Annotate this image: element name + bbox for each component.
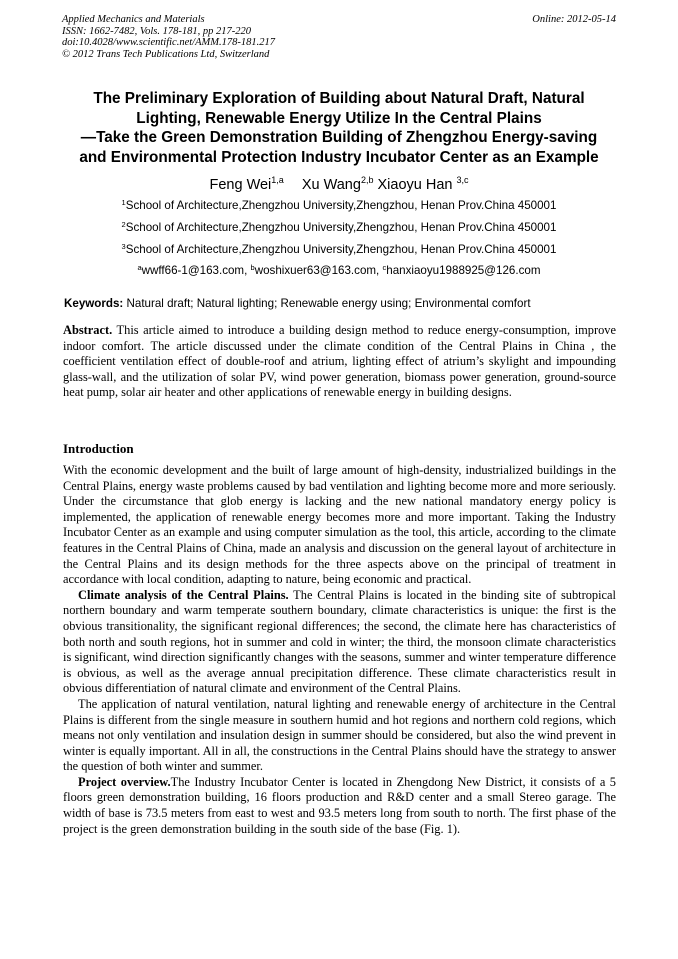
paragraph: The application of natural ventilation, natural lighting and renewable energy of architecture in the Central Plains is different from the single measure in southern humid and hot regions and northern cold regions, which means not only ventilation and insulation design in summer should be considered, but also the wind prevent in winter is equally important. All in all, the constructions in the Central Plains should have the strategy to answer the question of both winter and summer. [63, 696, 616, 774]
author-superscript: 2,b [360, 175, 374, 185]
journal-header [62, 14, 616, 60]
affiliation-2 [0, 221, 678, 235]
email-superscript: a [137, 263, 142, 272]
affiliation-superscript: 2 [121, 220, 126, 229]
paragraph-text: The Central Plains is located in the binding site of subtropical northern boundary and warm temperate southern boundary, climate characteristics is unique: the first is the obvious transitionality, the significant regional differences; the second, the climate here has characteristics of both north and south regions, hot in summer and cold in winter; the third, the monsoon climate characteristics is significant, wind direction significantly changes with the seasons, summer and winter temperature difference is obvious, as well as the average annual precipitation difference. These climate characteristics result in obvious differentiation of natural climate and environment of the Central Plains. [63, 587, 617, 696]
abstract-text: This article aimed to introduce a building design method to reduce energy-consumption, improve indoor comfort. The article discussed under the climate condition of the Central Plains in China , the coefficient ventilation effect of double-roof and atrium, lighting effect of atrium’s skylight and impounding glass-wall, and the utilization of solar PV, wind power generation, biomass power generation, ground-source heat pump, solar air heater and other applications of renewable energy in building designs. [63, 323, 616, 400]
email-text: woshixuer63@163.com, [254, 264, 383, 277]
email-text: wwff66-1@163.com, [141, 264, 251, 277]
affiliation-1 [0, 199, 678, 213]
online-date: Online: 2012-05-14 [532, 14, 616, 25]
journal-name: Applied Mechanics and Materials [62, 14, 205, 25]
affiliation-text: School of Architecture,Zhengzhou University,Zhengzhou, Henan Prov.China 450001 [125, 221, 557, 234]
affiliation-3 [0, 243, 678, 257]
doi-line: doi:10.4028/www.scientific.net/AMM.178-181.217 [62, 37, 275, 48]
email-superscript: b [250, 263, 255, 272]
issn-line: ISSN: 1662-7482, Vols. 178-181, pp 217-220 [62, 25, 251, 37]
author-name: Xu Wang [301, 177, 361, 193]
keywords-label: Keywords: [64, 297, 124, 310]
run-in-heading: Project overview. [78, 774, 171, 789]
author-superscript: 3,c [456, 175, 469, 185]
paragraph-text: The Industry Incubator Center is located in Zhengdong New District, it consists of a 5 floors green demonstration building, 16 floors production and R&D center and a small Stereo garage. The width of base is 73.5 meters from east to west and 93.5 meters long from south to north. The first phase of the project is the green demonstration building in the south side of the base (Fig. 1). [63, 774, 616, 836]
title-line-2: Lighting, Renewable Energy Utilize In the Central Plains [136, 109, 542, 127]
abstract [63, 323, 616, 401]
affiliation-superscript: 1 [121, 198, 126, 207]
run-in-heading: Climate analysis of the Central Plains. [78, 587, 289, 602]
affiliation-superscript: 3 [121, 242, 126, 251]
author-list [0, 176, 678, 194]
keywords [64, 297, 616, 311]
author-name: Xiaoyu Han [377, 177, 453, 193]
body-text [63, 463, 616, 837]
author-superscript: 1,a [271, 175, 284, 185]
affiliation-text: School of Architecture,Zhengzhou University,Zhengzhou, Henan Prov.China 450001 [125, 243, 557, 256]
paper-title [50, 89, 628, 167]
title-line-1: The Preliminary Exploration of Building about Natural Draft, Natural [93, 90, 585, 107]
affiliation-text: School of Architecture,Zhengzhou University,Zhengzhou, Henan Prov.China 450001 [125, 199, 557, 212]
email-line [0, 264, 678, 278]
paragraph: With the economic development and the built of large amount of high-density, industrialized buildings in the Central Plains, energy waste problems caused by bad ventilation and lighting become more and more seriously. Under the circumstance that glob energy is lacking and the new national mandatory energy policy is implemented, the application of renewable energy becomes more and more important. Taking the Industry Incubator Center as an example and using computer simulation as the tool, this article, according to the climate features in the Central Plains of China, made an analysis and discussion on the general layout of architecture in the Central Plains and its design methods for the three aspects above on the principal of treatment in accordance with local condition, adapting to nature, being economic and practical. [63, 463, 616, 587]
section-heading: Introduction [63, 441, 134, 456]
paragraph [63, 775, 616, 837]
author-name: Feng Wei [209, 177, 272, 193]
paragraph [63, 588, 616, 697]
email-text: hanxiaoyu1988925@126.com [386, 264, 541, 277]
copyright-line: © 2012 Trans Tech Publications Ltd, Switzerland [62, 48, 270, 60]
email-superscript: c [382, 263, 387, 272]
abstract-label: Abstract. [63, 323, 113, 337]
title-line-3: —Take the Green Demonstration Building of Zhengzhou Energy-saving [80, 129, 598, 146]
keywords-text: Natural draft; Natural lighting; Renewable energy using; Environmental comfort [123, 297, 531, 310]
title-line-4: and Environmental Protection Industry Incubator Center as an Example [79, 148, 599, 166]
